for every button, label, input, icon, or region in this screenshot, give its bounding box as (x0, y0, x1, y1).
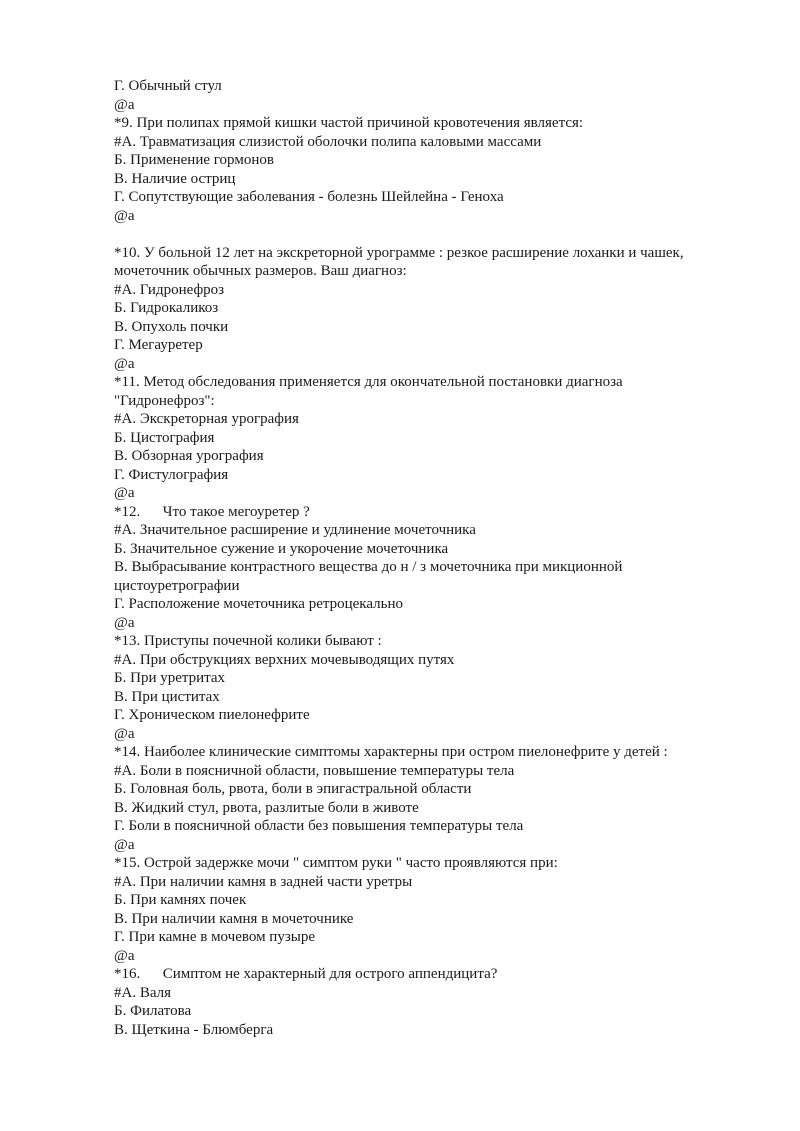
text-line: Г. Сопутствующие заболевания - болезнь Шейлейна - Геноха (114, 189, 504, 205)
text-line: #А. Травматизация слизистой оболочки полипа каловыми массами (114, 133, 542, 150)
text-line: Б. Гидрокаликоз (114, 300, 219, 316)
text-line: Г. Мегауретер (114, 337, 203, 353)
text-line: @а (114, 836, 135, 853)
text-line: Б. Филатова (114, 1003, 192, 1019)
text-line: В. Обзорная урография (114, 448, 264, 464)
text-line: *14. Наиболее клинические симптомы характерны при остром пиелонефрите у детей : (114, 744, 668, 760)
text-line: В. Опухоль почки (114, 318, 229, 335)
text-line: Б. Цистография (114, 429, 215, 446)
text-line: *12. Что такое мегоуретер ? (114, 503, 310, 520)
text-line: Г. Боли в поясничной области без повышения температуры тела (114, 818, 524, 834)
text-line: Б. При уретритах (114, 670, 226, 686)
text-line: мочеточник обычных размеров. Ваш диагноз: (114, 263, 407, 279)
text-line: В. Жидкий стул, рвота, разлитые боли в животе (114, 799, 419, 816)
text-line: Г. Фистулография (114, 466, 229, 483)
text-line: В. Выбрасывание контрастного вещества до н / з мочеточника при микционной (114, 559, 623, 575)
text-line: #А. Гидронефроз (114, 281, 225, 298)
text-line: #А. Экскреторная урография (114, 411, 299, 427)
text-line: @а (114, 355, 135, 372)
text-line: "Гидронефроз": (114, 392, 215, 409)
document-body (114, 77, 754, 1039)
text-line: Б. Головная боль, рвота, боли в эпигастральной области (114, 781, 472, 797)
text-line: @а (114, 947, 135, 964)
text-line: Г. При камне в мочевом пузыре (114, 929, 315, 945)
text-line: #А. Валя (114, 984, 172, 1001)
text-line: Г. Расположение мочеточника ретроцекально (114, 596, 403, 612)
text-line: Б. Применение гормонов (114, 152, 274, 168)
text-line: В. Наличие остриц (114, 170, 236, 187)
text-line: В. При наличии камня в мочеточнике (114, 910, 354, 927)
text-line: *16. Симптом не характерный для острого аппендицита? (114, 966, 498, 982)
text-line: #А. При наличии камня в задней части уретры (114, 873, 413, 890)
text-line: *11. Метод обследования применяется для окончательной постановки диагноза (114, 374, 623, 390)
text-line: В. Щеткина - Блюмберга (114, 1021, 274, 1038)
text-line: @а (114, 614, 135, 631)
text-line: *10. У больной 12 лет на экскреторной урограмме : резкое расширение лоханки и чашек, (114, 244, 684, 261)
text-line: @а (114, 96, 135, 113)
text-line: #А. Значительное расширение и удлинение мочеточника (114, 522, 476, 538)
text-line: *9. При полипах прямой кишки частой причиной кровотечения является: (114, 115, 584, 131)
text-line: @а (114, 485, 135, 501)
text-line: #А. Боли в поясничной области, повышение температуры тела (114, 762, 515, 779)
blank-line (114, 225, 754, 244)
text-line: #А. При обструкциях верхних мочевыводящих путях (114, 651, 455, 668)
text-line: цистоуретрографии (114, 577, 240, 594)
text-line: Б. Значительное сужение и укорочение мочеточника (114, 540, 449, 557)
text-line: *13. Приступы почечной колики бывают : (114, 633, 382, 649)
text-line: Г. Хроническом пиелонефрите (114, 707, 310, 723)
text-line: В. При циститах (114, 688, 220, 705)
text-line: @а (114, 725, 135, 742)
text-line: *15. Острой задержке мочи " симптом руки " часто проявляются при: (114, 855, 558, 871)
text-line: Б. При камнях почек (114, 892, 247, 908)
text-line: Г. Обычный стул (114, 78, 222, 94)
text-line: @а (114, 207, 135, 224)
